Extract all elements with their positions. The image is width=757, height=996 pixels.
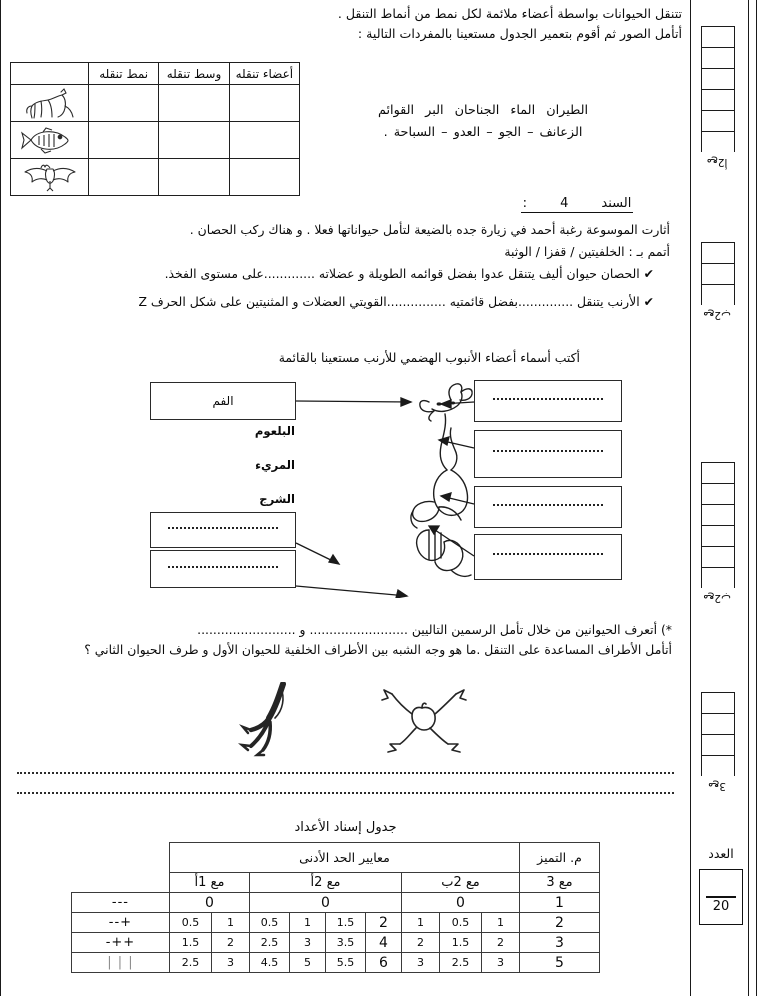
score-assignment-table [71,842,600,973]
question-limb-similarity: أتأمل الأطراف المساعدة على التنقل .ما هو وجه الشبه بين الأطراف الخلفية للحيوان الأول و طرف الحيوان الثاني ؟ [84,642,672,657]
mark-cell[interactable] [701,525,735,546]
word-bank-row-1: الطيران الماء الجناحان البر القوائم [377,103,589,118]
question-intro-text: أثارت الموسوعة رغبة أحمد في زيارة جده بالضيعة لتأمل حيواناتها فعلا . و هناك ركب الحصان . [189,222,670,237]
table-header-row [11,63,300,85]
mark-cell[interactable] [701,284,735,305]
table-row [71,893,599,913]
answer-box-mouth-label: الفم [212,394,234,408]
frog-body-image [376,682,472,758]
marks-group-label: مع2ب [703,592,731,604]
score-m2b: 0 [402,893,520,913]
mark-cell[interactable] [701,546,735,567]
question-fill-options: أتمم بـ : الخلفيتين / قفزا / الوثبة [504,244,670,259]
sanad-label: السند 4 : [522,196,632,211]
worksheet-content [1,0,690,996]
marks-group-4 [701,692,735,792]
answer-line-2[interactable] [17,792,674,794]
table-row [71,913,599,933]
score-m1a-c1: 3 [212,953,250,973]
bat-image [11,159,89,196]
answer-line-1[interactable] [17,772,674,774]
bird-foot-image [223,682,307,758]
score-sign: +-- [71,913,169,933]
word-bank-row-2: الزعانف – الجو – العدو – السباحة . [383,125,583,141]
score-sign: --- [71,893,169,913]
cell-mode[interactable] [89,85,159,122]
header-mode: نمط تنقله [89,63,159,85]
digestive-system-diagram [1,378,690,600]
marks-group-label: مع3 [708,780,726,792]
score-m1a-c2: 1.5 [169,933,211,953]
mark-cell[interactable] [701,692,735,713]
question-bullet-horse: ✔ الحصان حيوان أليف يتنقل عدوا بفضل قوائمه الطويلة و عضلاته .............على مستوى الفخذ. [164,266,654,281]
final-score-box[interactable] [699,869,743,925]
cell-medium[interactable] [159,122,229,159]
mark-cell[interactable] [701,242,735,263]
cell-mode[interactable] [89,159,159,196]
header-crit-m3: مع 3 [520,873,600,893]
organ-label-pharynx: البلعوم [254,424,295,438]
score-tamayuz: 1 [520,893,600,913]
cell-mode[interactable] [89,122,159,159]
word-bank [328,100,638,145]
final-score-denominator: 20 [706,896,736,914]
score-m2a-c4: 0.5 [250,913,290,933]
score-m2a-c2: 3.5 [326,933,366,953]
header-medium: وسط تنقله [159,63,229,85]
score-m2a-c3: 3 [290,933,326,953]
table-row [11,122,300,159]
score-header-row-criteria [71,873,599,893]
table-row [71,953,599,973]
final-score-label: العدد [708,846,734,861]
cell-medium[interactable] [159,85,229,122]
header-crit-spacer [71,873,169,893]
question-identify-animals: *) أتعرف الحيوانين من خلال تأمل الرسمين التاليين ......................... و ......................... [197,622,672,637]
marks-group-label: مع2ب [703,309,731,321]
score-m2a-c3: 1 [290,913,326,933]
score-m1a-c2: 2.5 [169,953,211,973]
diagram-connector-arrows [1,378,690,598]
score-m2b-c1: 1 [482,913,520,933]
header-crit-m2b: مع 2ب [402,873,520,893]
mark-cell[interactable] [701,26,735,47]
mark-cell[interactable] [701,89,735,110]
marks-group-3 [701,462,735,604]
final-score-area [695,846,747,925]
score-m2a-c2: 5.5 [326,953,366,973]
score-sign: | | | [71,953,169,973]
score-m2b-c3: 3 [402,953,440,973]
score-m2b-c2: 0.5 [440,913,482,933]
score-m2a-c1: 2 [366,913,402,933]
organ-label-esophagus: المريء [255,458,295,472]
mark-cell[interactable] [701,734,735,755]
score-m2a-c4: 2.5 [250,933,290,953]
score-m2a-c1: 6 [366,953,402,973]
mark-cell[interactable] [701,68,735,89]
score-m2a-c3: 5 [290,953,326,973]
cell-organs[interactable] [229,159,299,196]
limb-images-row [1,682,690,762]
marks-group-label: مع2أ [706,156,728,168]
score-m2b-c3: 1 [402,913,440,933]
header-picture [11,63,89,85]
marks-group-2 [701,242,735,321]
score-tamayuz: 2 [520,913,600,933]
score-m1a-c2: 0.5 [169,913,211,933]
table-row [11,159,300,196]
transport-classification-table [10,62,300,196]
header-crit-m1a: مع 1أ [169,873,249,893]
intro-line-2: أتأمل الصور ثم أقوم بتعمير الجدول مستعينا بالمفردات التالية : [357,26,682,42]
score-m2b-c1: 3 [482,953,520,973]
mark-cell[interactable] [701,131,735,152]
score-tamayuz: 5 [520,953,600,973]
cell-organs[interactable] [229,122,299,159]
score-m2a: 0 [250,893,402,913]
intro-line-1: تتنقل الحيوانات بواسطة أعضاء ملائمة لكل نمط من أنماط التنقل . [337,6,682,21]
score-m2a-c1: 4 [366,933,402,953]
score-m2b-c1: 2 [482,933,520,953]
marks-group-1 [701,26,735,168]
header-tamayuz: م. التميز [520,843,600,873]
score-m1a: 0 [169,893,249,913]
score-m1a-c1: 2 [212,933,250,953]
intro-paragraph [202,4,682,45]
score-tamayuz: 3 [520,933,600,953]
score-m2a-c4: 4.5 [250,953,290,973]
mark-cell[interactable] [701,110,735,131]
score-m2b-c2: 1.5 [440,933,482,953]
organ-label-anus: الشرج [259,492,295,506]
header-crit-m2a: مع 2أ [250,873,402,893]
mark-cell[interactable] [701,567,735,588]
cell-medium[interactable] [159,159,229,196]
header-spacer [71,843,169,873]
mark-cell[interactable] [701,47,735,68]
fish-image [11,122,89,159]
score-m2a-c2: 1.5 [326,913,366,933]
question-bullet-rabbit: ✔ الأرنب يتنقل ..............بفضل قائمتيه ...............القويتي العضلات و المثنيتين على شكل الحرف Z [138,294,654,309]
mark-cell[interactable] [701,462,735,483]
mark-cell[interactable] [701,504,735,525]
cell-organs[interactable] [229,85,299,122]
mark-cell[interactable] [701,713,735,734]
score-table-title: جدول إسناد الأعداد [294,820,397,835]
table-row [11,85,300,122]
mark-cell[interactable] [701,263,735,284]
mark-cell[interactable] [701,755,735,776]
instruction-label-digestive: أكتب أسماء أعضاء الأنبوب الهضمي للأرنب مستعينا بالقائمة [278,350,580,365]
score-m2b-c2: 2.5 [440,953,482,973]
mark-cell[interactable] [701,483,735,504]
header-min-criteria: معايير الحد الأدنى [169,843,519,873]
score-m2b-c3: 2 [402,933,440,953]
score-sign: ++- [71,933,169,953]
score-header-row-top [71,843,599,873]
score-m1a-c1: 1 [212,913,250,933]
horse-image [11,85,89,122]
rail-right-divider [748,0,749,996]
section-heading-sanad [492,196,662,213]
header-organs: أعضاء تنقله [229,63,299,85]
table-row [71,933,599,953]
